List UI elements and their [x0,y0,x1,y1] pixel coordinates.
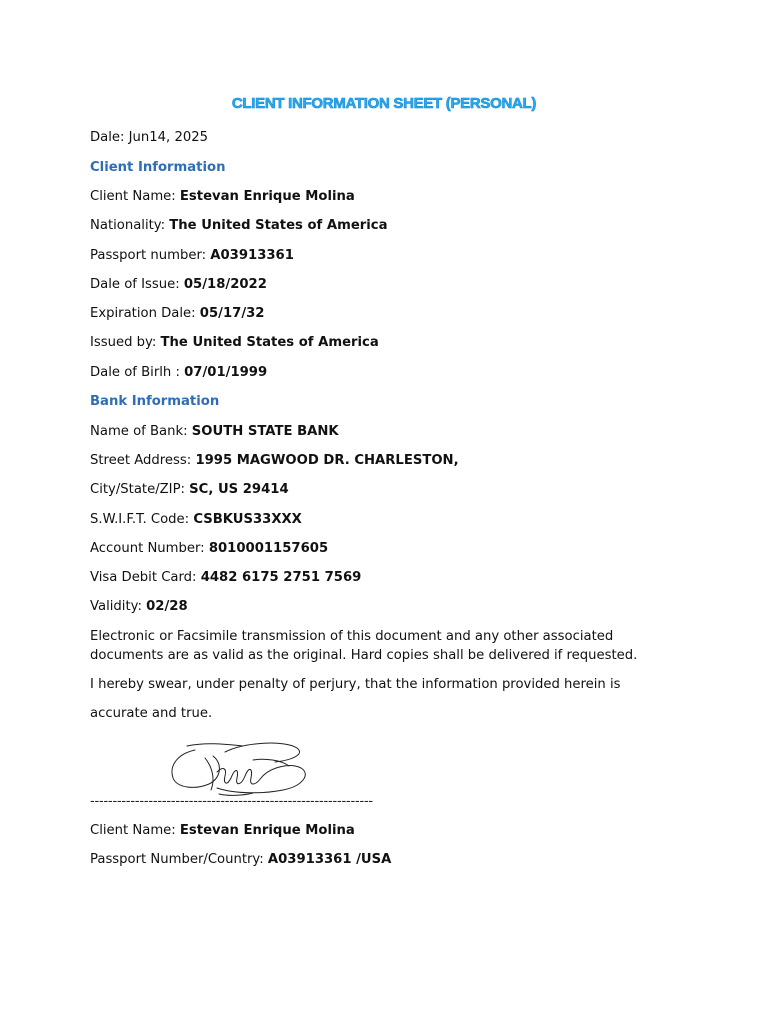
client-name-line [90,188,355,206]
field-label: Expiration Dale: [90,306,196,321]
document-title: CLIENT INFORMATION SHEET (PERSONAL) [231,95,537,112]
field-label: City/State/ZIP: [90,482,185,497]
expiration-date-line [90,305,265,323]
field-label: Client Name: [90,823,176,838]
date-of-birth-value: 07/01/1999 [184,365,268,380]
field-label: Visa Debit Card: [90,570,197,585]
field-label: Issued by: [90,335,157,350]
date-value: Jun14, 2025 [128,130,209,145]
field-label: S.W.I.F.T. Code: [90,512,190,527]
field-label: Nationality: [90,218,166,233]
expiration-date-value: 05/17/32 [199,306,265,321]
date-line [90,129,208,147]
oath-line-2: accurate and true. [90,706,213,721]
visa-debit-card-value: 4482 6175 2751 7569 [200,570,362,585]
field-label: Dale of Birlh : [90,365,180,380]
field-label: Name of Bank: [90,424,188,439]
passport-number-value: A03913361 [210,248,294,263]
transmission-note: Electronic or Facsimile transmission of this document and any other associated documents are as valid as the original. Hard copies shall be delivered if requested. [90,629,638,663]
validity-line [90,598,188,616]
issued-by-value: The United States of America [160,335,379,350]
nationality-line [90,217,388,235]
oath-line-1: I hereby swear, under penalty of perjury, that the information provided herein is [90,677,621,692]
footer-passport-line [90,851,391,869]
field-label: Account Number: [90,541,205,556]
visa-debit-card-line [90,569,361,587]
field-label: Dale of Issue: [90,277,180,292]
bank-name-value: SOUTH STATE BANK [191,424,339,439]
footer-client-name-value: Estevan Enrique Molina [179,823,355,838]
date-of-birth-line [90,364,267,382]
date-label: Dale: [90,130,125,145]
field-label: Validity: [90,599,142,614]
bank-section-heading: Bank Information [90,394,220,409]
field-label: Passport number: [90,248,207,263]
field-label: Passport Number/Country: [90,852,264,867]
swift-code-line [90,511,302,529]
swift-code-value: CSBKUS33XXX [193,512,302,527]
passport-number-line [90,247,294,265]
signature-rule: --------------------------------------------------------------- [90,794,373,809]
footer-passport-value: A03913361 /USA [267,852,392,867]
city-state-zip-line [90,481,289,499]
account-number-value: 8010001157605 [208,541,329,556]
nationality-value: The United States of America [169,218,388,233]
client-section-heading: Client Information [90,160,226,175]
city-state-zip-value: SC, US 29414 [189,482,289,497]
street-address-line [90,452,459,470]
footer-client-name-line [90,822,355,840]
field-label: Street Address: [90,453,192,468]
date-of-issue-value: 05/18/2022 [183,277,267,292]
field-label: Client Name: [90,189,176,204]
validity-value: 02/28 [146,599,188,614]
signature-image [165,738,315,800]
street-address-value: 1995 MAGWOOD DR. CHARLESTON, [195,453,459,468]
account-number-line [90,540,328,558]
client-name-value: Estevan Enrique Molina [179,189,355,204]
date-of-issue-line [90,276,267,294]
bank-name-line [90,423,339,441]
issued-by-line [90,334,379,352]
